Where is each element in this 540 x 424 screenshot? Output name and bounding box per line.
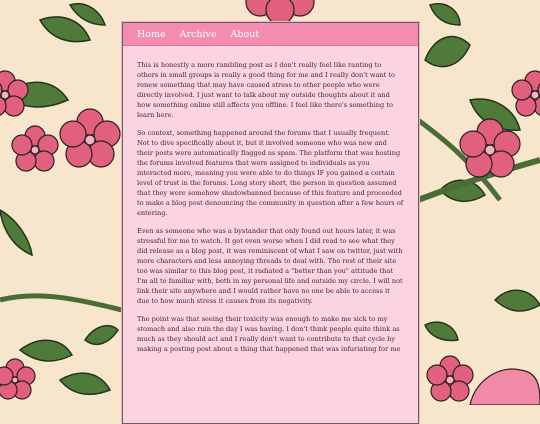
post-content xyxy=(123,46,418,354)
blog-post-card xyxy=(122,22,419,424)
nav-home-link[interactable]: Home xyxy=(137,28,166,40)
post-paragraph: So context, something happened around the forums that I usually frequent. Not to dive specifically about it, but it involved someone who was new and their posts were automatically flagged as spam. The platform that was hosting the forums involved features that were assigned to individuals as you interacted more, meaning you were able to do things IF you gained a certain level of trust in the forums. Long story short, the person in question assumed that they were somehow shadowbanned because of this feature and proceeded to make a blog post denouncing the community in question after a few hours of entering. xyxy=(137,129,404,217)
post-paragraph: This is honestly a more rambling post as I don't really feel like ranting to others in small groups is really a good thing for me and I really don't want to renew something that may have caused stress to other people who were directly involved. I just want to talk about my outside thoughts about it and how something online still affects you offline. I feel like there's something to learn here. xyxy=(137,61,396,119)
post-paragraph: The point was that seeing their toxicity was enough to make me sick to my stomach and also ruin the day I was having. I don't think people quite think as much as they should act and I really don't want to contribute to that cycle by making a posting post about a thing that happened that was infuriating for me xyxy=(137,315,401,353)
top-navigation xyxy=(123,23,418,46)
nav-archive-link[interactable]: Archive xyxy=(179,28,217,40)
nav-about-link[interactable]: About xyxy=(230,28,260,40)
post-paragraph: Even as someone who was a bystander that only found out hours later, it was stressful for me to watch. It got even worse when I did read to see what they did release as a blog post, it was reminiscent of what I saw on twitter, just with more characters and less annoying threads to deal with. The rest of their site too was similar to this blog post, it radiated a "better than you" attitude that I'm all to familiar with, both in my personal life and outside my circle. I will not link their site anywhere and I would rather have no one be able to access it due to how much stress it causes from its negativity. xyxy=(137,227,403,305)
